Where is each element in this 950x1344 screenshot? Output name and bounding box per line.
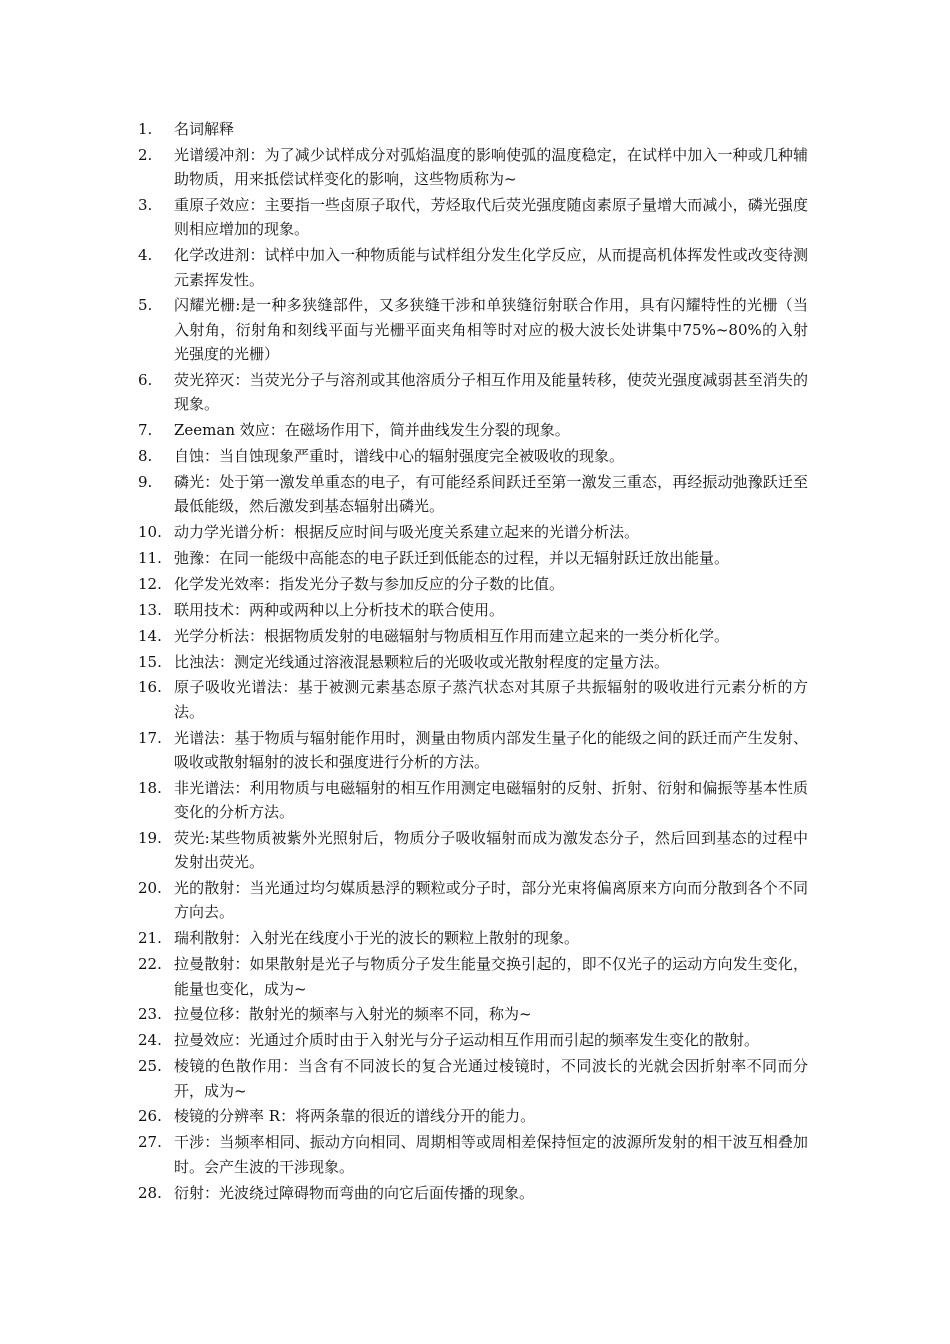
list-item-text: 重原子效应：主要指一些卤原子取代，芳烃取代后荧光强度随卤素原子量增大而减小，磷光强度则相应增加的现象。 bbox=[174, 196, 808, 239]
list-item bbox=[138, 293, 808, 366]
list-item bbox=[138, 926, 808, 950]
list-item-number: 1. bbox=[138, 120, 153, 138]
list-item-number: 21. bbox=[138, 929, 162, 948]
list-item bbox=[138, 675, 808, 724]
list-item-text: 名词解释 bbox=[174, 120, 235, 138]
list-item-number: 9. bbox=[138, 472, 153, 491]
list-item-number: 20. bbox=[138, 879, 162, 898]
list-item-text: Zeeman 效应：在磁场作用下，简并曲线发生分裂的现象。 bbox=[174, 421, 570, 440]
list-item-text: 化学改进剂：试样中加入一种物质能与试样组分发生化学反应，从而提高机体挥发性或改变待测元素挥发性。 bbox=[174, 246, 808, 289]
list-item-text: 衍射：光波绕过障碍物而弯曲的向它后面传播的现象。 bbox=[174, 1183, 535, 1202]
list-item bbox=[138, 776, 808, 825]
list-item bbox=[138, 826, 808, 875]
list-item-number: 16. bbox=[138, 678, 162, 697]
list-item bbox=[138, 572, 808, 596]
list-item bbox=[138, 546, 808, 570]
list-item-number: 6. bbox=[138, 370, 153, 389]
list-item-text: 光谱法：基于物质与辐射能作用时，测量由物质内部发生量子化的能级之间的跃迁而产生发射、吸收或散射辐射的波长和强度进行分析的方法。 bbox=[174, 728, 808, 771]
list-item-number: 11. bbox=[138, 548, 162, 567]
list-item-number: 14. bbox=[138, 626, 162, 645]
list-item-text: 拉曼效应：光通过介质时由于入射光与分子运动相互作用而引起的频率发生变化的散射。 bbox=[174, 1031, 760, 1050]
list-item-number: 22. bbox=[138, 955, 162, 974]
list-item-number: 5. bbox=[138, 296, 153, 315]
list-item bbox=[138, 368, 808, 417]
list-item-text: 棱镜的分辨率 R：将两条靠的很近的谱线分开的能力。 bbox=[174, 1107, 536, 1126]
list-item-number: 2. bbox=[138, 145, 153, 164]
list-item bbox=[138, 243, 808, 292]
list-item-text: 弛豫：在同一能级中高能态的电子跃迁到低能态的过程，并以无辐射跃迁放出能量。 bbox=[174, 548, 730, 567]
list-item bbox=[138, 1028, 808, 1052]
list-item bbox=[138, 444, 808, 468]
list-item-number: 24. bbox=[138, 1031, 162, 1050]
list-item-number: 26. bbox=[138, 1107, 162, 1126]
list-item bbox=[138, 1054, 808, 1103]
list-item-text: 磷光：处于第一激发单重态的电子，有可能经系间跃迁至第一激发三重态，再经振动弛豫跃迁至最低能级，然后激发到基态辐射出磷光。 bbox=[174, 472, 808, 516]
list-item bbox=[138, 952, 808, 1001]
list-item-text: 光谱缓冲剂：为了减少试样成分对弧焰温度的影响使弧的温度稳定，在试样中加入一种或几种辅助物质，用来抵偿试样变化的影响，这些物质称为~ bbox=[174, 145, 808, 189]
list-item-number: 18. bbox=[138, 778, 162, 797]
list-item bbox=[138, 470, 808, 519]
list-item-text: 非光谱法：利用物质与电磁辐射的相互作用测定电磁辐射的反射、折射、衍射和偏振等基本性质变化的分析方法。 bbox=[174, 778, 808, 822]
list-item-number: 28. bbox=[138, 1183, 162, 1202]
list-item-text: 原子吸收光谱法：基于被测元素基态原子蒸汽状态对其原子共振辐射的吸收进行元素分析的方法。 bbox=[174, 678, 808, 721]
list-item bbox=[138, 1130, 808, 1179]
list-item-text: 联用技术：两种或两种以上分析技术的联合使用。 bbox=[174, 600, 505, 619]
list-item bbox=[138, 117, 808, 141]
list-item-text: 闪耀光栅:是一种多狭缝部件，又多狭缝干涉和单狭缝衍射联合作用，具有闪耀特性的光栅（当入射角，衍射角和刻线平面与光栅平面夹角相等时对应的极大波长处讲集中75%~80%的入射光强度的光栅） bbox=[174, 296, 808, 364]
list-item-number: 15. bbox=[138, 652, 162, 671]
list-item-text: 拉曼位移：散射光的频率与入射光的频率不同，称为~ bbox=[174, 1005, 532, 1024]
list-item-text: 动力学光谱分析：根据反应时间与吸光度关系建立起来的光谱分析法。 bbox=[174, 523, 640, 542]
list-item-text: 光的散射：当光通过均匀媒质悬浮的颗粒或分子时，部分光束将偏离原来方向而分散到各个不同方向去。 bbox=[174, 879, 808, 922]
list-item-text: 化学发光效率：指发光分子数与参加反应的分子数的比值。 bbox=[174, 574, 565, 593]
list-item bbox=[138, 520, 808, 544]
list-item-number: 25. bbox=[138, 1057, 162, 1076]
list-item bbox=[138, 650, 808, 674]
list-item bbox=[138, 1104, 808, 1128]
list-item-text: 瑞利散射：入射光在线度小于光的波长的颗粒上散射的现象。 bbox=[174, 929, 580, 948]
list-item-number: 8. bbox=[138, 447, 153, 466]
term-definition-list bbox=[138, 117, 808, 1206]
list-item-number: 23. bbox=[138, 1005, 162, 1024]
list-item-number: 19. bbox=[138, 829, 162, 847]
list-item-text: 自蚀：当自蚀现象严重时，谱线中心的辐射强度完全被吸收的现象。 bbox=[174, 447, 625, 466]
list-item bbox=[138, 418, 808, 442]
list-item-number: 13. bbox=[138, 600, 162, 619]
list-item-number: 10. bbox=[138, 523, 162, 542]
list-item bbox=[138, 1002, 808, 1026]
list-item bbox=[138, 624, 808, 648]
list-item bbox=[138, 876, 808, 925]
list-item bbox=[138, 143, 808, 192]
list-item-text: 拉曼散射：如果散射是光子与物质分子发生能量交换引起的，即不仅光子的运动方向发生变化，能量也变化，成为~ bbox=[174, 955, 808, 998]
list-item bbox=[138, 193, 808, 242]
list-item-text: 荧光猝灭：当荧光分子与溶剂或其他溶质分子相互作用及能量转移，使荧光强度减弱甚至消失的现象。 bbox=[174, 370, 808, 414]
list-item bbox=[138, 598, 808, 622]
list-item-text: 干涉：当频率相同、振动方向相同、周期相等或周相差保持恒定的波源所发射的相干波互相叠加时。会产生波的干涉现象。 bbox=[174, 1133, 808, 1176]
list-item-text: 光学分析法：根据物质发射的电磁辐射与物质相互作用而建立起来的一类分析化学。 bbox=[174, 626, 730, 645]
list-item bbox=[138, 726, 808, 775]
list-item-number: 27. bbox=[138, 1133, 162, 1152]
list-item-number: 12. bbox=[138, 574, 162, 593]
list-item-text: 荧光:某些物质被紫外光照射后，物质分子吸收辐射而成为激发态分子，然后回到基态的过程中发射出荧光。 bbox=[174, 829, 808, 872]
list-item-number: 4. bbox=[138, 246, 153, 265]
list-item-number: 3. bbox=[138, 196, 153, 215]
list-item-number: 7. bbox=[138, 421, 153, 440]
list-item-number: 17. bbox=[138, 728, 162, 747]
list-item-text: 棱镜的色散作用：当含有不同波长的复合光通过棱镜时，不同波长的光就会因折射率不同而分开，成为~ bbox=[174, 1057, 808, 1100]
list-item-text: 比浊法：测定光线通过溶液混悬颗粒后的光吸收或光散射程度的定量方法。 bbox=[174, 652, 670, 671]
list-item bbox=[138, 1181, 808, 1205]
